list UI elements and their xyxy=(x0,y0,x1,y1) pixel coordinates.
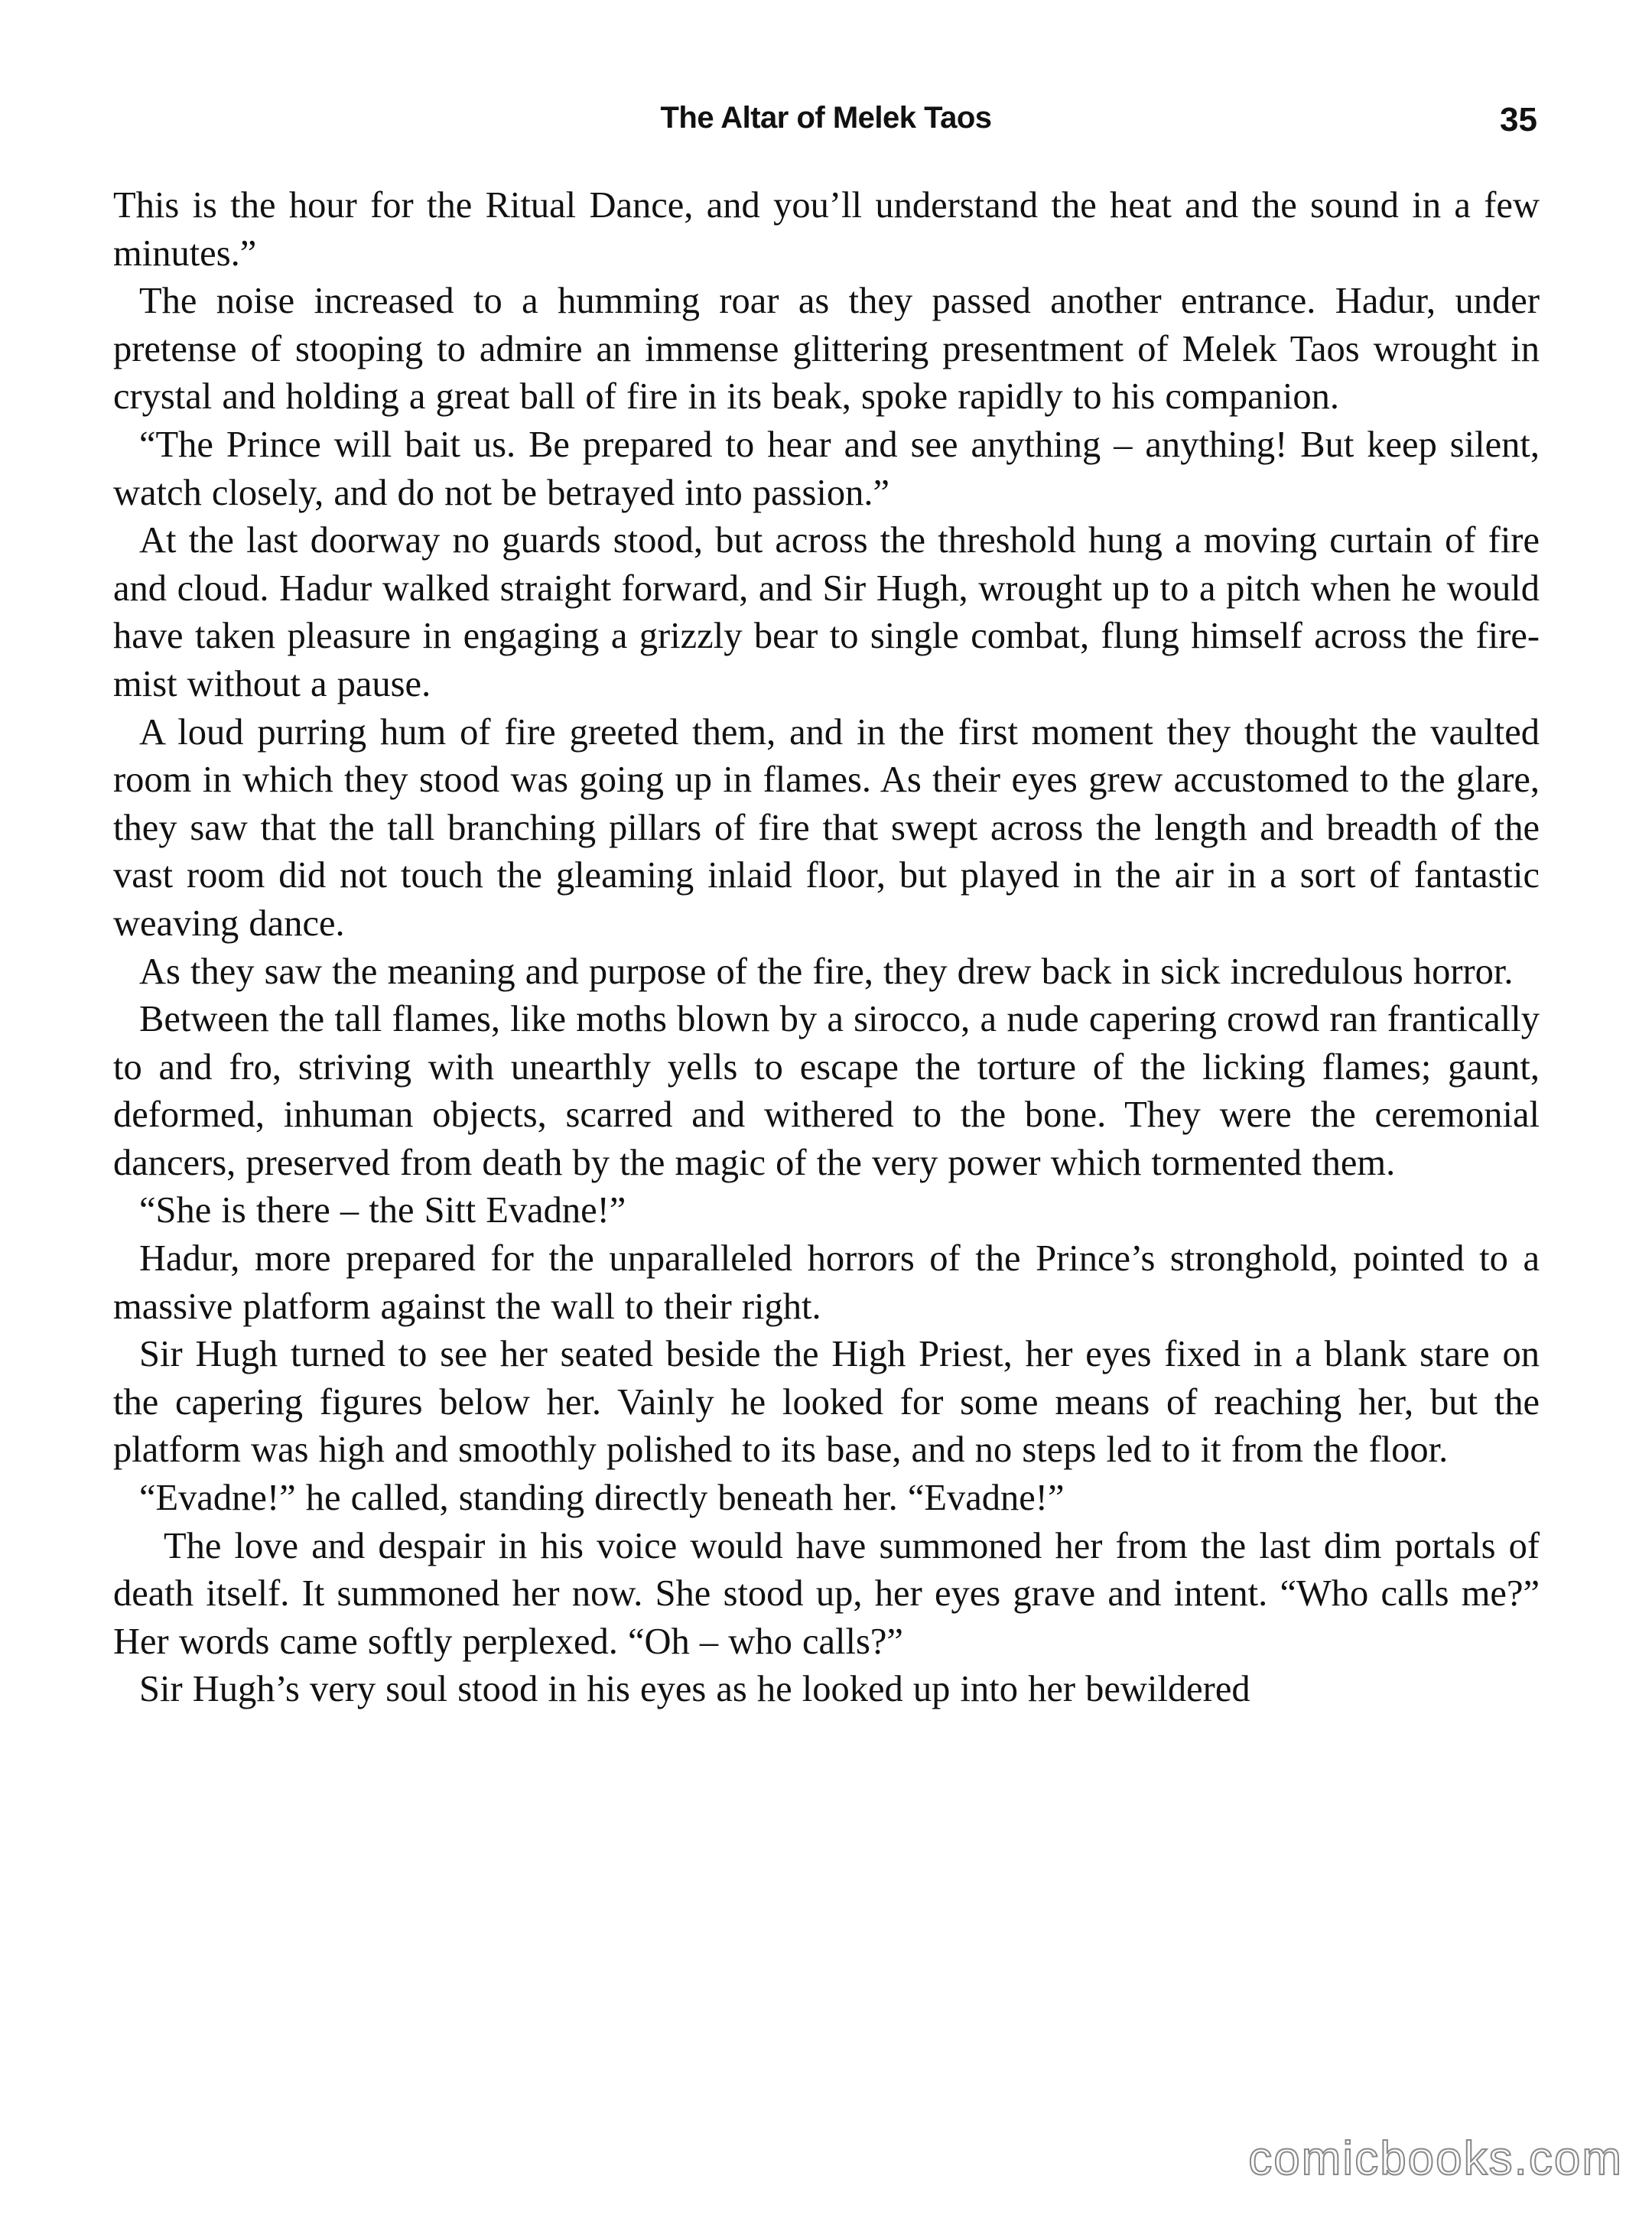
paragraph: “Evadne!” he called, standing directly beneath her. “Evadne!” xyxy=(139,1478,1065,1519)
running-title: The Altar of Melek Taos xyxy=(660,101,992,135)
paragraph: The love and despair in his voice would have summoned her from the last dim portals of death itself. It summoned her now. She stood up, her eyes grave and intent. “Who calls me?” Her words came softly perplexed. “Oh – who calls?” xyxy=(113,1525,1540,1662)
paragraph: A loud purring hum of fire greeted them, and in the first moment they thought the vaulted room in which they stood was going up in flames. As their eyes grew accustomed to the glare, they saw that the tall branching pillars of fire that swept across the length and breadth of the vast room did not touch the gleaming inlaid floor, but played in the air in a sort of fantastic weaving dance. xyxy=(113,711,1540,944)
paragraph: Sir Hugh turned to see her seated beside the High Priest, her eyes fixed in a blank stare on the capering figures below her. Vainly he looked for some means of reaching her, but the platform was high and smoothly polished to its base, and no steps led to it from the floor. xyxy=(113,1334,1540,1471)
paragraph: This is the hour for the Ritual Dance, and you’ll understand the heat and the sound in a few minutes.” xyxy=(113,185,1540,274)
paragraph: At the last doorway no guards stood, but across the threshold hung a moving curtain of fire and cloud. Hadur walked straight forward, and Sir Hugh, wrought up to a pitch when he would have taken pleasure in engaging a grizzly bear to single combat, flung himself across the fire-mist without a pause. xyxy=(113,520,1540,704)
paragraph: “The Prince will bait us. Be prepared to hear and see anything – anything! But keep silent, watch closely, and do not be betrayed into passion.” xyxy=(113,424,1540,513)
paragraph: Hadur, more prepared for the unparalleled horrors of the Prince’s stronghold, pointed to a massive platform against the wall to their right. xyxy=(113,1238,1540,1327)
paragraph: The noise increased to a humming roar as they passed another entrance. Hadur, under pretense of stooping to admire an immense glittering presentment of Melek Taos wrought in crystal and holding a great ball of fire in its beak, spoke rapidly to his companion. xyxy=(113,281,1540,418)
paragraph: “She is there – the Sitt Evadne!” xyxy=(139,1190,626,1231)
watermark: comicbooks.com xyxy=(1248,2132,1623,2185)
body-text xyxy=(113,182,1540,1714)
paragraph: Sir Hugh’s very soul stood in his eyes as he looked up into her bewildered xyxy=(139,1669,1250,1710)
paragraph: As they saw the meaning and purpose of the fire, they drew back in sick incredulous horror. xyxy=(139,951,1514,992)
page-header xyxy=(115,101,1537,154)
paragraph: Between the tall flames, like moths blown by a sirocco, a nude capering crowd ran frantically to and fro, striving with unearthly yells to escape the torture of the licking flames; gaunt, deformed, inhuman objects, scarred and withered to the bone. They were the ceremonial dancers, preserved from death by the magic of the very power which tormented them. xyxy=(113,999,1540,1183)
page-number: 35 xyxy=(1500,101,1537,138)
